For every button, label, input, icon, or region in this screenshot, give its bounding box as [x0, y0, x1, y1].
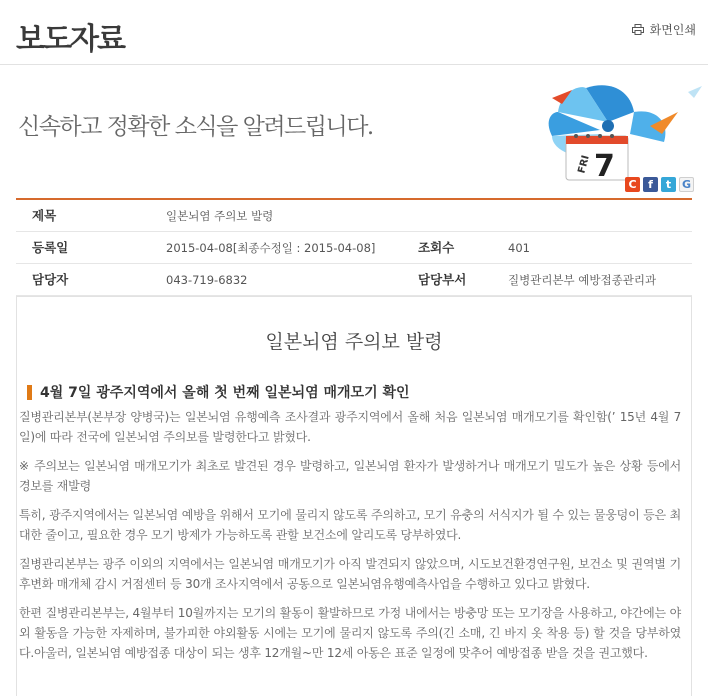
subject-label: 제목 — [32, 208, 57, 223]
views-value: 401 — [508, 241, 530, 255]
share-c-icon[interactable]: C — [625, 177, 640, 192]
print-button[interactable] — [632, 21, 696, 38]
calendar-icon — [566, 134, 628, 184]
page-title: 보도자료 — [16, 22, 124, 57]
slogan: 신속하고 정확한 소식을 알려드립니다. — [18, 114, 373, 140]
info-row-contact — [16, 264, 692, 296]
article-content — [16, 296, 692, 696]
dept-value: 질병관리본부 예방접종관리과 — [508, 273, 657, 287]
contact-value: 043-719-6832 — [166, 273, 248, 287]
svg-text:FRI: FRI — [576, 154, 592, 175]
pinwheel-calendar-illustration — [538, 76, 708, 188]
article-subhead — [27, 382, 410, 402]
article-headline: 일본뇌염 주의보 발령 — [265, 331, 443, 353]
article-paragraph: 한편 질병관리본부는, 4월부터 10월까지는 모기의 활동이 활발하므로 가정 내에서는 방충망 또는 모기장을 사용하고, 야간에는 야외 활동을 가능한 자제하며, 불가피한 야외활동 시에는 모기에 물리지 않도록 주의(긴 소매, 긴 바지 옷 착용 등) 할 것을 당부하였다.아울러, 일본뇌염 예방접종 대상이 되는 생후 12개월~만 12세 아동은 표준 일정에 맞추어 예방접종 받을 것을 권고했다. — [19, 606, 681, 660]
svg-text:7: 7 — [594, 149, 615, 184]
article-body — [19, 407, 681, 672]
share-buttons — [625, 177, 694, 192]
printer-icon — [632, 24, 644, 35]
article-paragraph: 특히, 광주지역에서는 일본뇌염 예방을 위해서 모기에 물리지 않도록 주의하고, 모기 유충의 서식지가 될 수 있는 물웅덩이 등은 최대한 줄이고, 필요한 경우 모기 방제가 가능하도록 관할 보건소에 알리도록 당부하였다. — [19, 508, 681, 542]
subhead-text: 4월 7일 광주지역에서 올해 첫 번째 일본뇌염 매개모기 확인 — [40, 385, 410, 401]
article-paragraph: ※ 주의보는 일본뇌염 매개모기가 최초로 발견된 경우 발령하고, 일본뇌염 환자가 발생하거나 매개모기 밀도가 높은 상황 등에서 경보를 재발령 — [19, 459, 681, 493]
dept-label: 담당부서 — [418, 272, 467, 287]
date-label: 등록일 — [32, 240, 69, 255]
article-paragraph: 질병관리본부는 광주 이외의 지역에서는 일본뇌염 매개모기가 아직 발견되지 않았으며, 시도보건환경연구원, 보건소 및 권역별 기후변화 매개체 감시 거점센터 등 30개 조사지역에서 공동으로 일본뇌염유행예측사업을 수행하고 있다고 밝혔다. — [19, 557, 681, 591]
twitter-icon[interactable]: t — [661, 177, 676, 192]
contact-label: 담당자 — [32, 272, 69, 287]
info-row-date — [16, 232, 692, 264]
header-divider — [0, 64, 708, 65]
views-label: 조회수 — [418, 240, 455, 255]
date-value: 2015-04-08[최종수정일 : 2015-04-08] — [166, 241, 376, 255]
info-row-subject — [16, 200, 692, 232]
google-icon[interactable]: G — [679, 177, 694, 192]
subject-value: 일본뇌염 주의보 발령 — [166, 209, 274, 223]
print-label: 화면인쇄 — [649, 23, 696, 37]
orange-bar-icon — [27, 385, 32, 400]
article-paragraph: 질병관리본부(본부장 양병국)는 일본뇌염 유행예측 조사결과 광주지역에서 올해 처음 일본뇌염 매개모기를 확인함(’ 15년 4월 7일)에 따라 전국에 일본뇌염 주의보를 발령한다고 밝혔다. — [19, 410, 681, 444]
facebook-icon[interactable]: f — [643, 177, 658, 192]
article-info-table — [16, 198, 692, 296]
